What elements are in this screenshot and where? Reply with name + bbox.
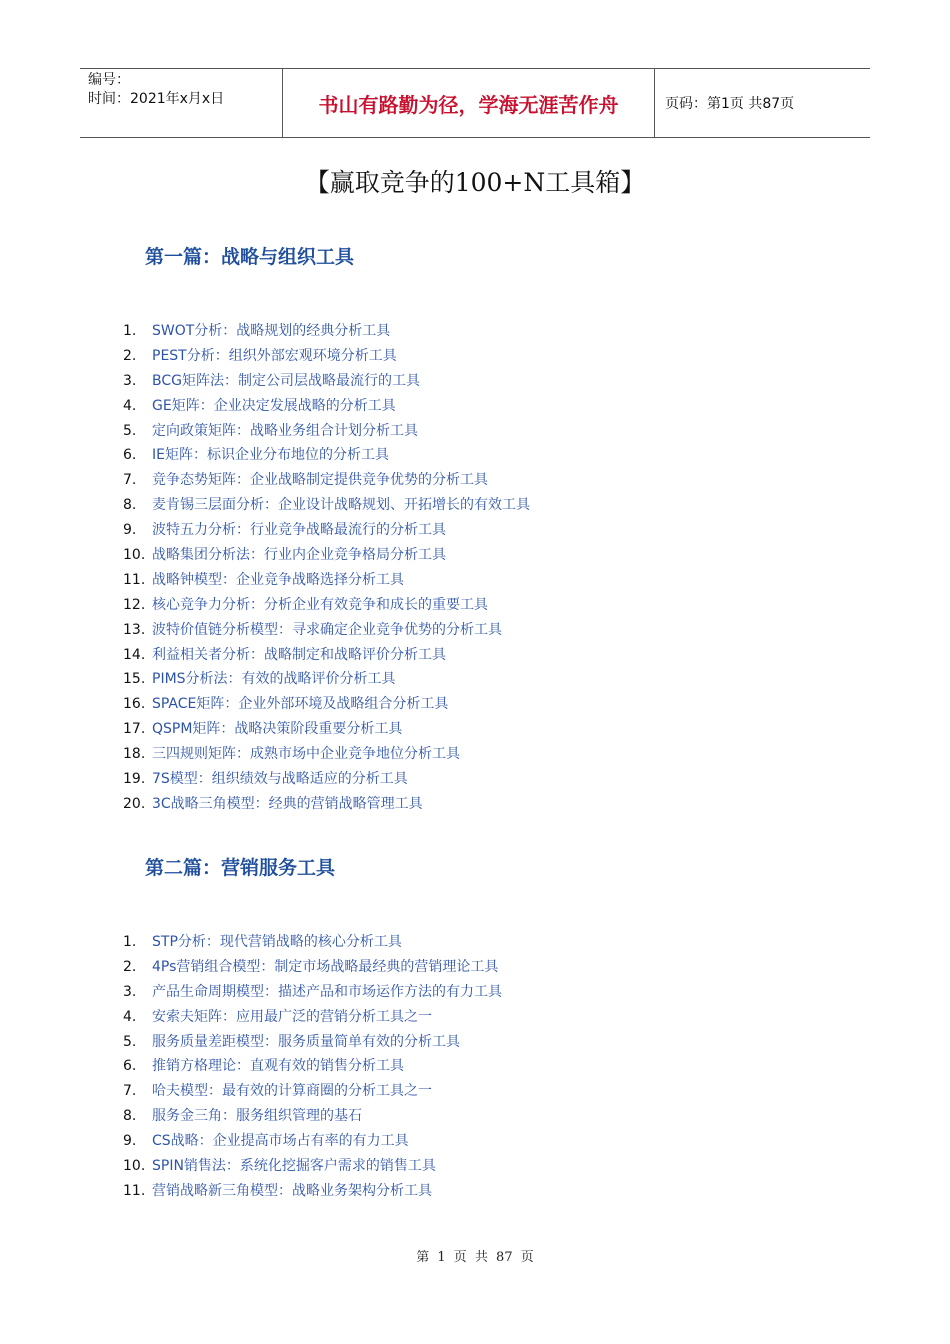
list-item-number: 14. xyxy=(123,646,146,663)
list-item-text: 服务金三角：服务组织管理的基石 xyxy=(152,1108,362,1125)
list-item-text: 战略钟模型：企业竞争战略选择分析工具 xyxy=(152,571,404,588)
list-item-text: PIMS分析法：有效的战略评价分析工具 xyxy=(152,671,396,688)
list-item-number: 2. xyxy=(123,347,137,364)
list-item-text: IE矩阵：标识企业分布地位的分析工具 xyxy=(152,447,389,464)
list-item-number: 9. xyxy=(123,1133,137,1150)
list-item-text: QSPM矩阵：战略决策阶段重要分析工具 xyxy=(152,721,403,738)
list-item-number: 11. xyxy=(123,1182,146,1199)
number-label: 编号： xyxy=(88,72,130,88)
list-item-number: 8. xyxy=(123,1108,137,1125)
list-item-number: 13. xyxy=(123,621,146,638)
list-item-text: 竞争态势矩阵：企业战略制定提供竞争优势的分析工具 xyxy=(152,472,488,489)
list-item-text: 安索夫矩阵：应用最广泛的营销分析工具之一 xyxy=(152,1008,432,1025)
list-item-number: 8. xyxy=(123,497,137,514)
list-item-number: 5. xyxy=(123,422,137,439)
list-item-number: 18. xyxy=(123,746,146,763)
list-item-number: 20. xyxy=(123,795,146,812)
list-item-number: 16. xyxy=(123,696,146,713)
header-meta xyxy=(80,69,282,137)
header-page-info: 页码：第1页 共87页 xyxy=(665,96,795,112)
list-item-text: 产品生命周期模型：描述产品和市场运作方法的有力工具 xyxy=(152,983,502,1000)
list-item-text: STP分析：现代营销战略的核心分析工具 xyxy=(152,934,402,950)
list-item-text: 3C战略三角模型：经典的营销战略管理工具 xyxy=(152,795,423,812)
list-item-text: 战略集团分析法：行业内企业竞争格局分析工具 xyxy=(152,547,446,564)
list-item-number: 11. xyxy=(123,571,146,588)
list-item-number: 10. xyxy=(123,1158,146,1175)
list-item-number: 3. xyxy=(123,983,137,1000)
list-item-text: 服务质量差距模型：服务质量简单有效的分析工具 xyxy=(152,1033,460,1050)
list-item-text: SPIN销售法：系统化挖掘客户需求的销售工具 xyxy=(152,1158,436,1175)
list-item-number: 1. xyxy=(123,934,137,950)
list-item-text: 7S模型：组织绩效与战略适应的分析工具 xyxy=(152,771,408,788)
header-table xyxy=(80,68,870,138)
time-label: 时间：2021年x月x日 xyxy=(88,91,225,107)
list-item-number: 6. xyxy=(123,1058,137,1075)
list-item-number: 7. xyxy=(123,1083,137,1100)
list-item-number: 7. xyxy=(123,472,137,489)
list-item-number: 1. xyxy=(123,323,137,339)
list-item-text: SPACE矩阵：企业外部环境及战略组合分析工具 xyxy=(152,696,449,713)
list-item-number: 12. xyxy=(123,596,146,613)
list-item-text: PEST分析：组织外部宏观环境分析工具 xyxy=(152,347,397,364)
list-item-text: 4Ps营销组合模型：制定市场战略最经典的营销理论工具 xyxy=(152,958,499,975)
list-item-number: 4. xyxy=(123,397,137,414)
list-item-number: 15. xyxy=(123,671,146,688)
list-item-number: 4. xyxy=(123,1008,137,1025)
list-item-text: 波特五力分析：行业竞争战略最流行的分析工具 xyxy=(152,522,446,539)
list-item-number: 9. xyxy=(123,522,137,539)
list-item-text: 麦肯锡三层面分析：企业设计战略规划、开拓增长的有效工具 xyxy=(152,497,530,514)
list-item-text: 波特价值链分析模型：寻求确定企业竞争优势的分析工具 xyxy=(152,621,502,638)
list-item-text: 三四规则矩阵：成熟市场中企业竞争地位分析工具 xyxy=(152,746,460,763)
list-item-number: 6. xyxy=(123,447,137,464)
document-title: 【赢取竞争的100+N工具箱】 xyxy=(304,168,646,197)
list-item-text: 利益相关者分析：战略制定和战略评价分析工具 xyxy=(152,646,446,663)
list-item-text: SWOT分析：战略规划的经典分析工具 xyxy=(152,323,391,339)
list-item-text: GE矩阵：企业决定发展战略的分析工具 xyxy=(152,397,396,414)
list-item-text: 核心竞争力分析：分析企业有效竞争和成长的重要工具 xyxy=(152,596,488,613)
list-item-number: 5. xyxy=(123,1033,137,1050)
header-motto: 书山有路勤为径，学海无涯苦作舟 xyxy=(282,69,655,137)
list-item-text: CS战略：企业提高市场占有率的有力工具 xyxy=(152,1133,409,1150)
list-item-number: 10. xyxy=(123,547,146,564)
list-item-text: 推销方格理论：直观有效的销售分析工具 xyxy=(152,1058,404,1075)
list-item-number: 2. xyxy=(123,958,137,975)
list-item-number: 3. xyxy=(123,372,137,389)
list-item-text: 定向政策矩阵：战略业务组合计划分析工具 xyxy=(152,422,418,439)
list-item-number: 17. xyxy=(123,721,146,738)
list-item-text: BCG矩阵法：制定公司层战略最流行的工具 xyxy=(152,372,420,389)
list-item-number: 19. xyxy=(123,771,146,788)
page-footer: 第 1 页 共 87 页 xyxy=(416,1250,534,1265)
list-item-text: 营销战略新三角模型：战略业务架构分析工具 xyxy=(152,1182,432,1199)
section-heading-1: 第一篇：战略与组织工具 xyxy=(145,246,355,268)
list-item-text: 哈夫模型：最有效的计算商圈的分析工具之一 xyxy=(152,1083,432,1100)
section-heading-2: 第二篇：营销服务工具 xyxy=(145,857,336,879)
